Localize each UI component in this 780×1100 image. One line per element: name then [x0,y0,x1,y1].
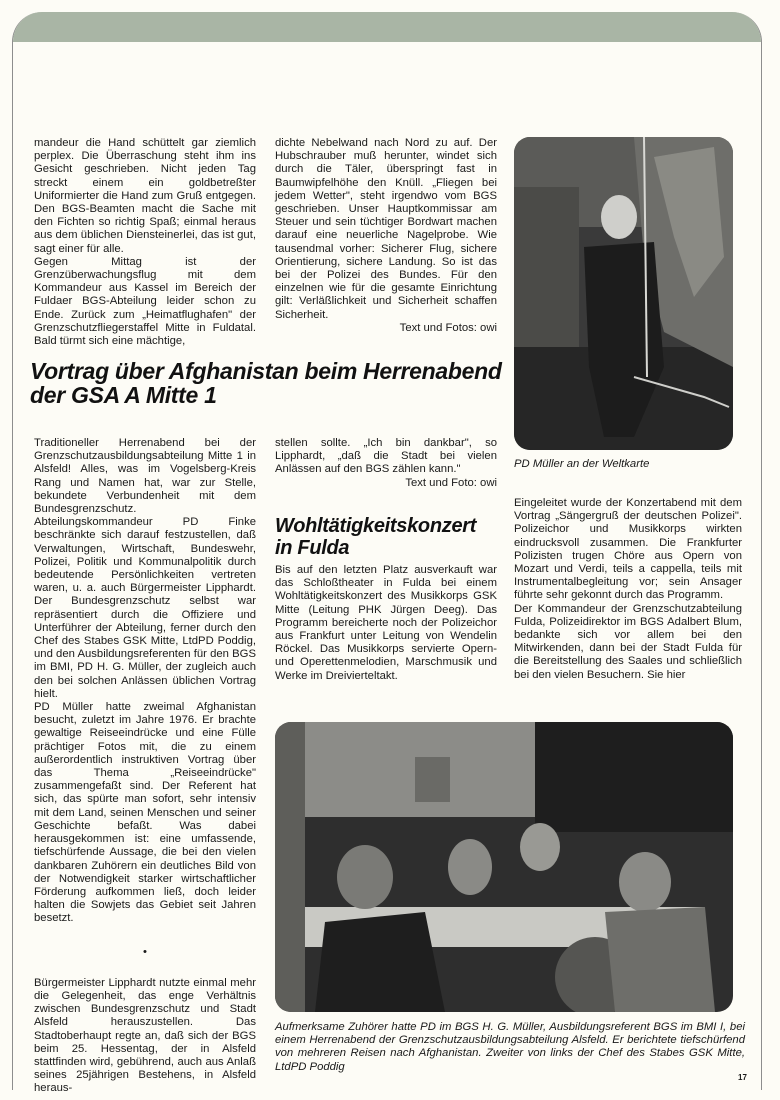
paragraph: Bis auf den letzten Platz ausverkauft war das Schloßtheater in Fulda bei einem Wohltätigkeitskonzert des Musikkorps GSK Mitte (Leitung PHK Jürgen Deeg). Das Programm bereicherte noch der Polizeichor aus Frankfurt unter Leitung von Wendelin Röckel. Das Musikkorps servierte Opern- und Operettenmelodien, Marschmusik und Werke im Dreivierteltakt. [275,564,497,682]
article3-headline: Wohltätigkeitskonzert in Fulda [275,515,477,559]
paragraph: Der Kommandeur der Grenzschutzabteilung Fulda, Polizeidirektor im BGS Adalbert Blum, bedankte sich vor allem bei den Mitwirkenden, dann bei der Stadt Fulda für die Bereitstellung des Saales und schließlich bei den vielen Besuchern. Sie hier [514,602,742,681]
paragraph: PD Müller hatte zweimal Afghanistan besucht, zuletzt im Jahre 1976. Er brachte gewaltige Reiseeindrücke und eine Fülle prächtiger Fotos mit, die zu einem außerordentlich instruktiven Vortrag über das Thema „Reiseeindrücke" zusammengefaßt sind. Der Referent hat sich, das spürte man sofort, sehr intensiv mit dem Land, seinen Menschen und seiner Geschichte befaßt. Was dabei herausgekommen ist: eine umfassende, tiefschürfende Aussage, die bei den vielen dankbaren Zuhörern ein deutliches Bild von der Notwendigkeit starker wirtschaftlicher Förderung aufkommen ließ, doch leider halten die Sowjets das Gebiet seit Jahren besetzt. [34,701,256,925]
top-banner [13,12,761,42]
article2-col1 [34,437,256,1096]
article2-headline: Vortrag über Afghanistan beim Herrenabend der GSA A Mitte 1 [30,358,502,408]
article1-col1 [34,137,256,348]
audience-caption: Aufmerksame Zuhörer hatte PD im BGS H. G. Müller, Ausbildungsreferent BGS im BMI I, bei einem Herrenabend der Grenzschutzausbildungsabteilung Alsfeld. Er berichtete tiefschürfend von mehreren Reisen nach Afghanistan. Zweiter von links der Chef des Stabes GSK Mitte, LtdPD Poddig [275,1021,745,1073]
paragraph: Gegen Mittag ist der Grenzüberwachungsflug mit dem Kommandeur aus Kassel im Bereich der Fuldaer BGS-Abteilung leider schon zu Ende. Zurück zum „Heimatflughafen" der Grenzschutzfliegerstaffel Mitte in Fuldatal. Bald türmt sich eine mächtige, [34,255,256,348]
paragraph: stellen sollte. „Ich bin dankbar", so Lipphardt, „daß die Stadt bei vielen Anlässen auf den BGS zählen kann." [275,437,497,476]
article3-col2 [275,564,497,683]
section-separator: • [143,945,147,958]
page-number: 17 [738,1073,747,1082]
article1-col2 [275,137,497,335]
paragraph: Traditioneller Herrenabend bei der Grenzschutzausbildungsabteilung Mitte 1 in Alsfeld! Alles, was im Vogelsberg-Kreis Rang und Namen hat, war zur Stelle, bekundete Verbundenheit mit dem Bundesgrenzschutz. Abteilungskommandeur PD Finke beschränkte sich darauf festzustellen, daß Verwaltungen, Wirtschaft, Bundeswehr, Polizei, Politik und Kommunalpolitik durch bedeutende Persönlichkeiten vertreten waren, u. a. auch Bürgermeister Lipphardt. Der Bundesgrenzschutz selbst war repräsentiert durch die Offiziere und Unterführer der Abteilung, ferner durch den Chef des Stabes GSK Mitte, LtdPD Poddig, und den Ausbildungsreferenten für den BGS im BMI, PD H. G. Müller, der zugleich auch den bei solchen Anlässen üblichen Vortrag hielt. [34,437,256,700]
portrait-photo [514,137,733,450]
portrait-caption: PD Müller an der Weltkarte [514,458,650,470]
article3-col3 [514,497,742,682]
paragraph: mandeur die Hand schüttelt gar ziemlich perplex. Die Überraschung steht ihm ins Gesicht geschrieben. Nicht jeden Tag streckt einem ein goldbetreßter Uniformierter die Hand zum Gruß entgegen. Den BGS-Beamten macht die Sache mit den Fichten so richtig Spaß; einmal heraus aus dem üblichen Diensteinerlei, das ist gut, sagt einer für alle. [34,137,256,255]
paragraph: Bürgermeister Lipphardt nutzte einmal mehr die Gelegenheit, das enge Verhältnis zwischen Bundesgrenzschutz und Stadt Alsfeld herauszustellen. Das Stadtoberhaupt regte an, daß sich der BGS beim 25. Hessentag, der in Alsfeld stattfinden wird, gebührend, auch aus Anlaß seines 25jährigen Bestehens, in Alsfeld heraus- [34,976,256,1095]
paragraph: dichte Nebelwand nach Nord zu auf. Der Hubschrauber muß herunter, windet sich durch die Täler, überspringt fast in Baumwipfelhöhe den Knüll. „Fliegen bei jedem Wetter", steht irgendwo vom BGS geschrieben. Unser Hauptkommissar am Steuer und sein tüchtiger Bordwart machen darauf eine neuerliche Nagelprobe. Wie tausendmal vorher: Sicherer Flug, sichere Orientierung, sichere Landung. So ist das bei der Polizei des Bundes. Für den einzelnen wie für die gesamte Einrichtung gilt: Verläßlichkeit und Sicherheit schaffen Sicherheit. [275,137,497,321]
credit-line: Text und Fotos: owi [399,321,497,334]
paragraph: Eingeleitet wurde der Konzertabend mit dem Vortrag „Sängergruß der deutschen Polizei". Polizeichor und Musikkorps wirkten eindrucksvoll zusammen. Die Frankfurter Polizisten trugen Chöre aus Opern von Mozart und Verdi, teils a cappella, teils mit Instrumentalbegleitung vor; sein Ansager führte sehr gekonnt durch das Programm. [514,497,742,602]
article2-col2 [275,437,497,490]
credit-line: Text und Foto: owi [405,476,497,489]
audience-photo [275,722,733,1012]
